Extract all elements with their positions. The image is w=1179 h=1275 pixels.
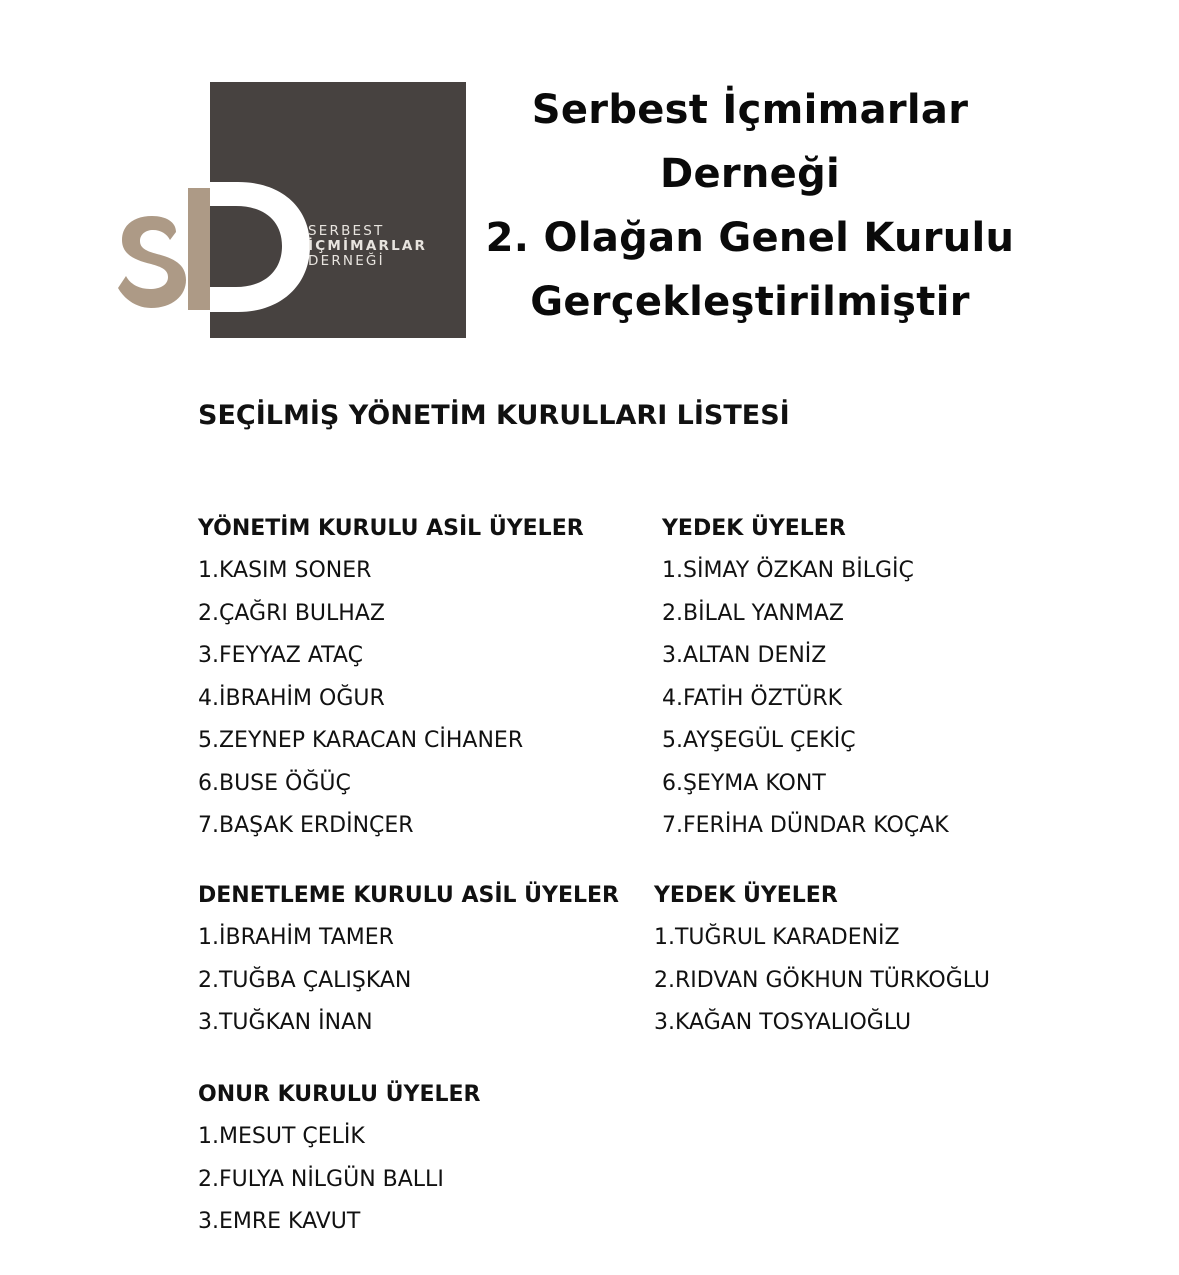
- audit-substitute-members: [654, 875, 990, 1045]
- member-item: 1.MESUT ÇELİK: [198, 1124, 365, 1149]
- member-item: 3.FEYYAZ ATAÇ: [198, 643, 363, 668]
- title-line-3: 2. Olağan Genel Kurulu: [485, 215, 1015, 261]
- audit-main-members: [198, 875, 619, 1045]
- member-item: 1.SİMAY ÖZKAN BİLGİÇ: [662, 558, 914, 583]
- section-title: YÖNETİM KURULU ASİL ÜYELER: [198, 516, 584, 541]
- logo-wordmark: [308, 224, 427, 269]
- logo-letter-i: [188, 188, 210, 310]
- member-item: 1.TUĞRUL KARADENİZ: [654, 925, 900, 950]
- section-title: ONUR KURULU ÜYELER: [198, 1082, 481, 1107]
- member-item: 3.ALTAN DENİZ: [662, 643, 827, 668]
- member-item: 6.BUSE ÖĞÜÇ: [198, 770, 351, 796]
- member-item: 2.FULYA NİLGÜN BALLI: [198, 1166, 444, 1192]
- title-line-1: Serbest İçmimarlar: [531, 87, 969, 133]
- member-item: 6.ŞEYMA KONT: [662, 770, 826, 796]
- section-title: YEDEK ÜYELER: [662, 516, 846, 541]
- member-item: 4.FATİH ÖZTÜRK: [662, 685, 843, 711]
- member-item: 3.EMRE KAVUT: [198, 1209, 361, 1234]
- member-item: 2.RIDVAN GÖKHUN TÜRKOĞLU: [654, 967, 991, 993]
- member-item: 1.KASIM SONER: [198, 558, 372, 583]
- honor-board-members: [198, 1074, 480, 1244]
- member-item: 1.İBRAHİM TAMER: [198, 925, 394, 950]
- member-item: 2.BİLAL YANMAZ: [662, 600, 844, 626]
- member-item: 2.ÇAĞRI BULHAZ: [198, 600, 385, 626]
- logo-monogram: [118, 82, 318, 338]
- member-item: 7.BAŞAK ERDİNÇER: [198, 813, 414, 838]
- board-substitute-members: [662, 508, 949, 848]
- logo-letter-s: [118, 216, 186, 308]
- title-line-4: Gerçekleştirilmiştir: [530, 279, 970, 325]
- logo-line-1: SERBEST: [308, 223, 385, 239]
- title-line-2: Derneği: [659, 151, 841, 197]
- member-item: 4.İBRAHİM OĞUR: [198, 685, 385, 711]
- logo-letter-d: [210, 182, 310, 312]
- association-logo: [118, 82, 466, 338]
- board-main-members: [198, 508, 584, 848]
- section-title: DENETLEME KURULU ASİL ÜYELER: [198, 883, 619, 908]
- logo-line-3: DERNEĞİ: [308, 253, 385, 269]
- member-item: 7.FERİHA DÜNDAR KOÇAK: [662, 813, 949, 838]
- section-title: YEDEK ÜYELER: [654, 883, 838, 908]
- member-item: 5.ZEYNEP KARACAN CİHANER: [198, 728, 524, 753]
- member-item: 3.TUĞKAN İNAN: [198, 1010, 373, 1035]
- member-item: 3.KAĞAN TOSYALIOĞLU: [654, 1010, 912, 1035]
- member-item: 2.TUĞBA ÇALIŞKAN: [198, 967, 412, 993]
- logo-line-2: İÇMİMARLAR: [308, 238, 428, 254]
- announcement-title: [470, 78, 1030, 334]
- member-item: 5.AYŞEGÜL ÇEKİÇ: [662, 728, 856, 753]
- list-heading: SEÇİLMİŞ YÖNETİM KURULLARI LİSTESİ: [198, 400, 790, 431]
